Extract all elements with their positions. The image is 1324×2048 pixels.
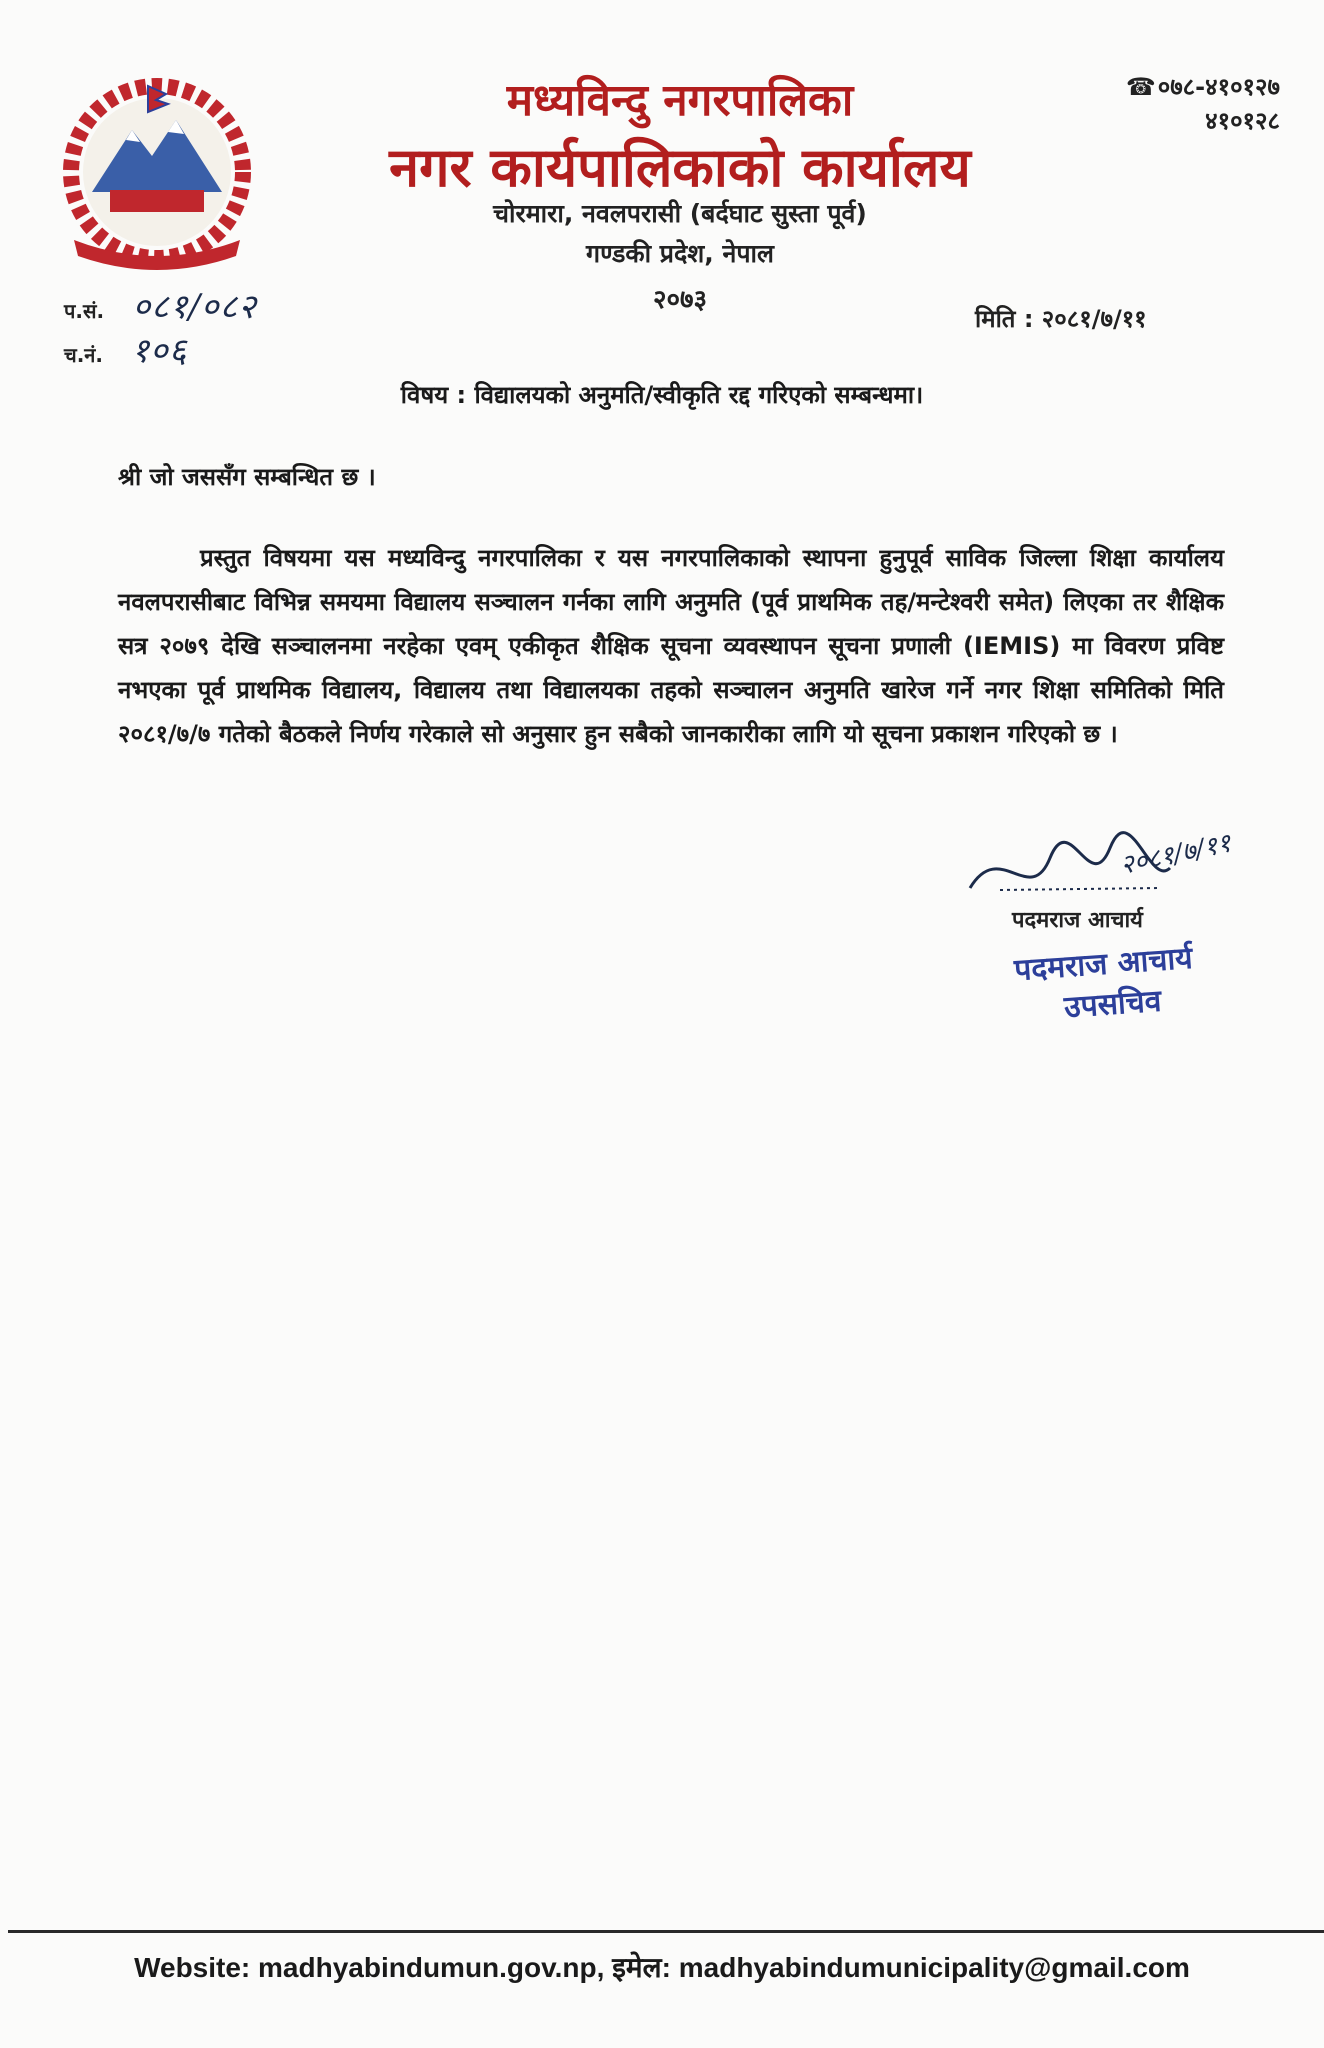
chalani-value: १०६: [131, 331, 188, 371]
signature: [960, 818, 1240, 918]
patra-value: ०८१/०८२: [132, 287, 257, 327]
phone-number-1: ०७८-४१०१२७: [1157, 73, 1280, 101]
chalani-label: च.नं.: [64, 343, 103, 367]
stamp-name: पदमराज आचार्य: [1013, 940, 1194, 989]
established-year: २०७३: [652, 285, 708, 315]
nepal-government-emblem: [52, 72, 262, 272]
patra-label: प.सं.: [64, 299, 105, 323]
telephone-icon: ☎: [1125, 73, 1156, 101]
patra-sankhya: [64, 282, 257, 328]
signature-date: २०८१/७/११: [1117, 828, 1234, 881]
letter-date: मिति : २०८१/७/११: [975, 305, 1147, 333]
chalani-number: [64, 326, 187, 372]
province-line: गण्डकी प्रदेश, नेपाल: [586, 239, 774, 268]
salutation: श्री जो जससँग सम्बन्धित छ ।: [118, 463, 376, 491]
municipality-name: मध्यविन्दु नगरपालिका: [506, 75, 854, 126]
phone-block: [1060, 70, 1280, 138]
address-line: चोरमारा, नवलपरासी (बर्दघाट सुस्ता पूर्व): [493, 199, 867, 228]
phone-number-2: ४१०१२८: [1205, 107, 1280, 135]
office-name: नगर कार्यपालिकाको कार्यालय: [389, 136, 971, 199]
stamp-designation: उपसचिव: [1063, 983, 1163, 1026]
footer-divider: [8, 1930, 1324, 1933]
footer-contact: Website: madhyabindumun.gov.np, इमेल: madhyabindumunicipality@gmail.com: [134, 1952, 1190, 1983]
signatory-name: पदमराज आचार्य: [1012, 908, 1143, 933]
subject-line: विषय : विद्यालयको अनुमति/स्वीकृति रद्द गरिएको सम्बन्धमा।: [400, 381, 924, 409]
body-paragraph: प्रस्तुत विषयमा यस मध्यविन्दु नगरपालिका र यस नगरपालिकाको स्थापना हुनुपूर्व साविक जिल्ला शिक्षा कार्यालय नवलपरासीबाट विभिन्न समयमा विद्यालय सञ्चालन गर्नका लागि अनुमति (पूर्व प्राथमिक तह/मन्टेश्वरी समेत) लिएका तर शैक्षिक सत्र २०७९ देखि सञ्चालनमा नरहेका एवम् एकीकृत शैक्षिक सूचना व्यवस्थापन सूचना प्रणाली (IEMIS) मा विवरण प्रविष्ट नभएका पूर्व प्राथमिक विद्यालय, विद्यालय तथा विद्यालयका तहको सञ्चालन अनुमति खारेज गर्ने नगर शिक्षा समितिको मिति २०८१/७/७ गतेको बैठकले निर्णय गरेकाले सो अनुसार हुन सबैको जानकारीका लागि यो सूचना प्रकाशन गरिएको छ ।: [118, 544, 1224, 748]
emblem-map: [110, 190, 204, 212]
